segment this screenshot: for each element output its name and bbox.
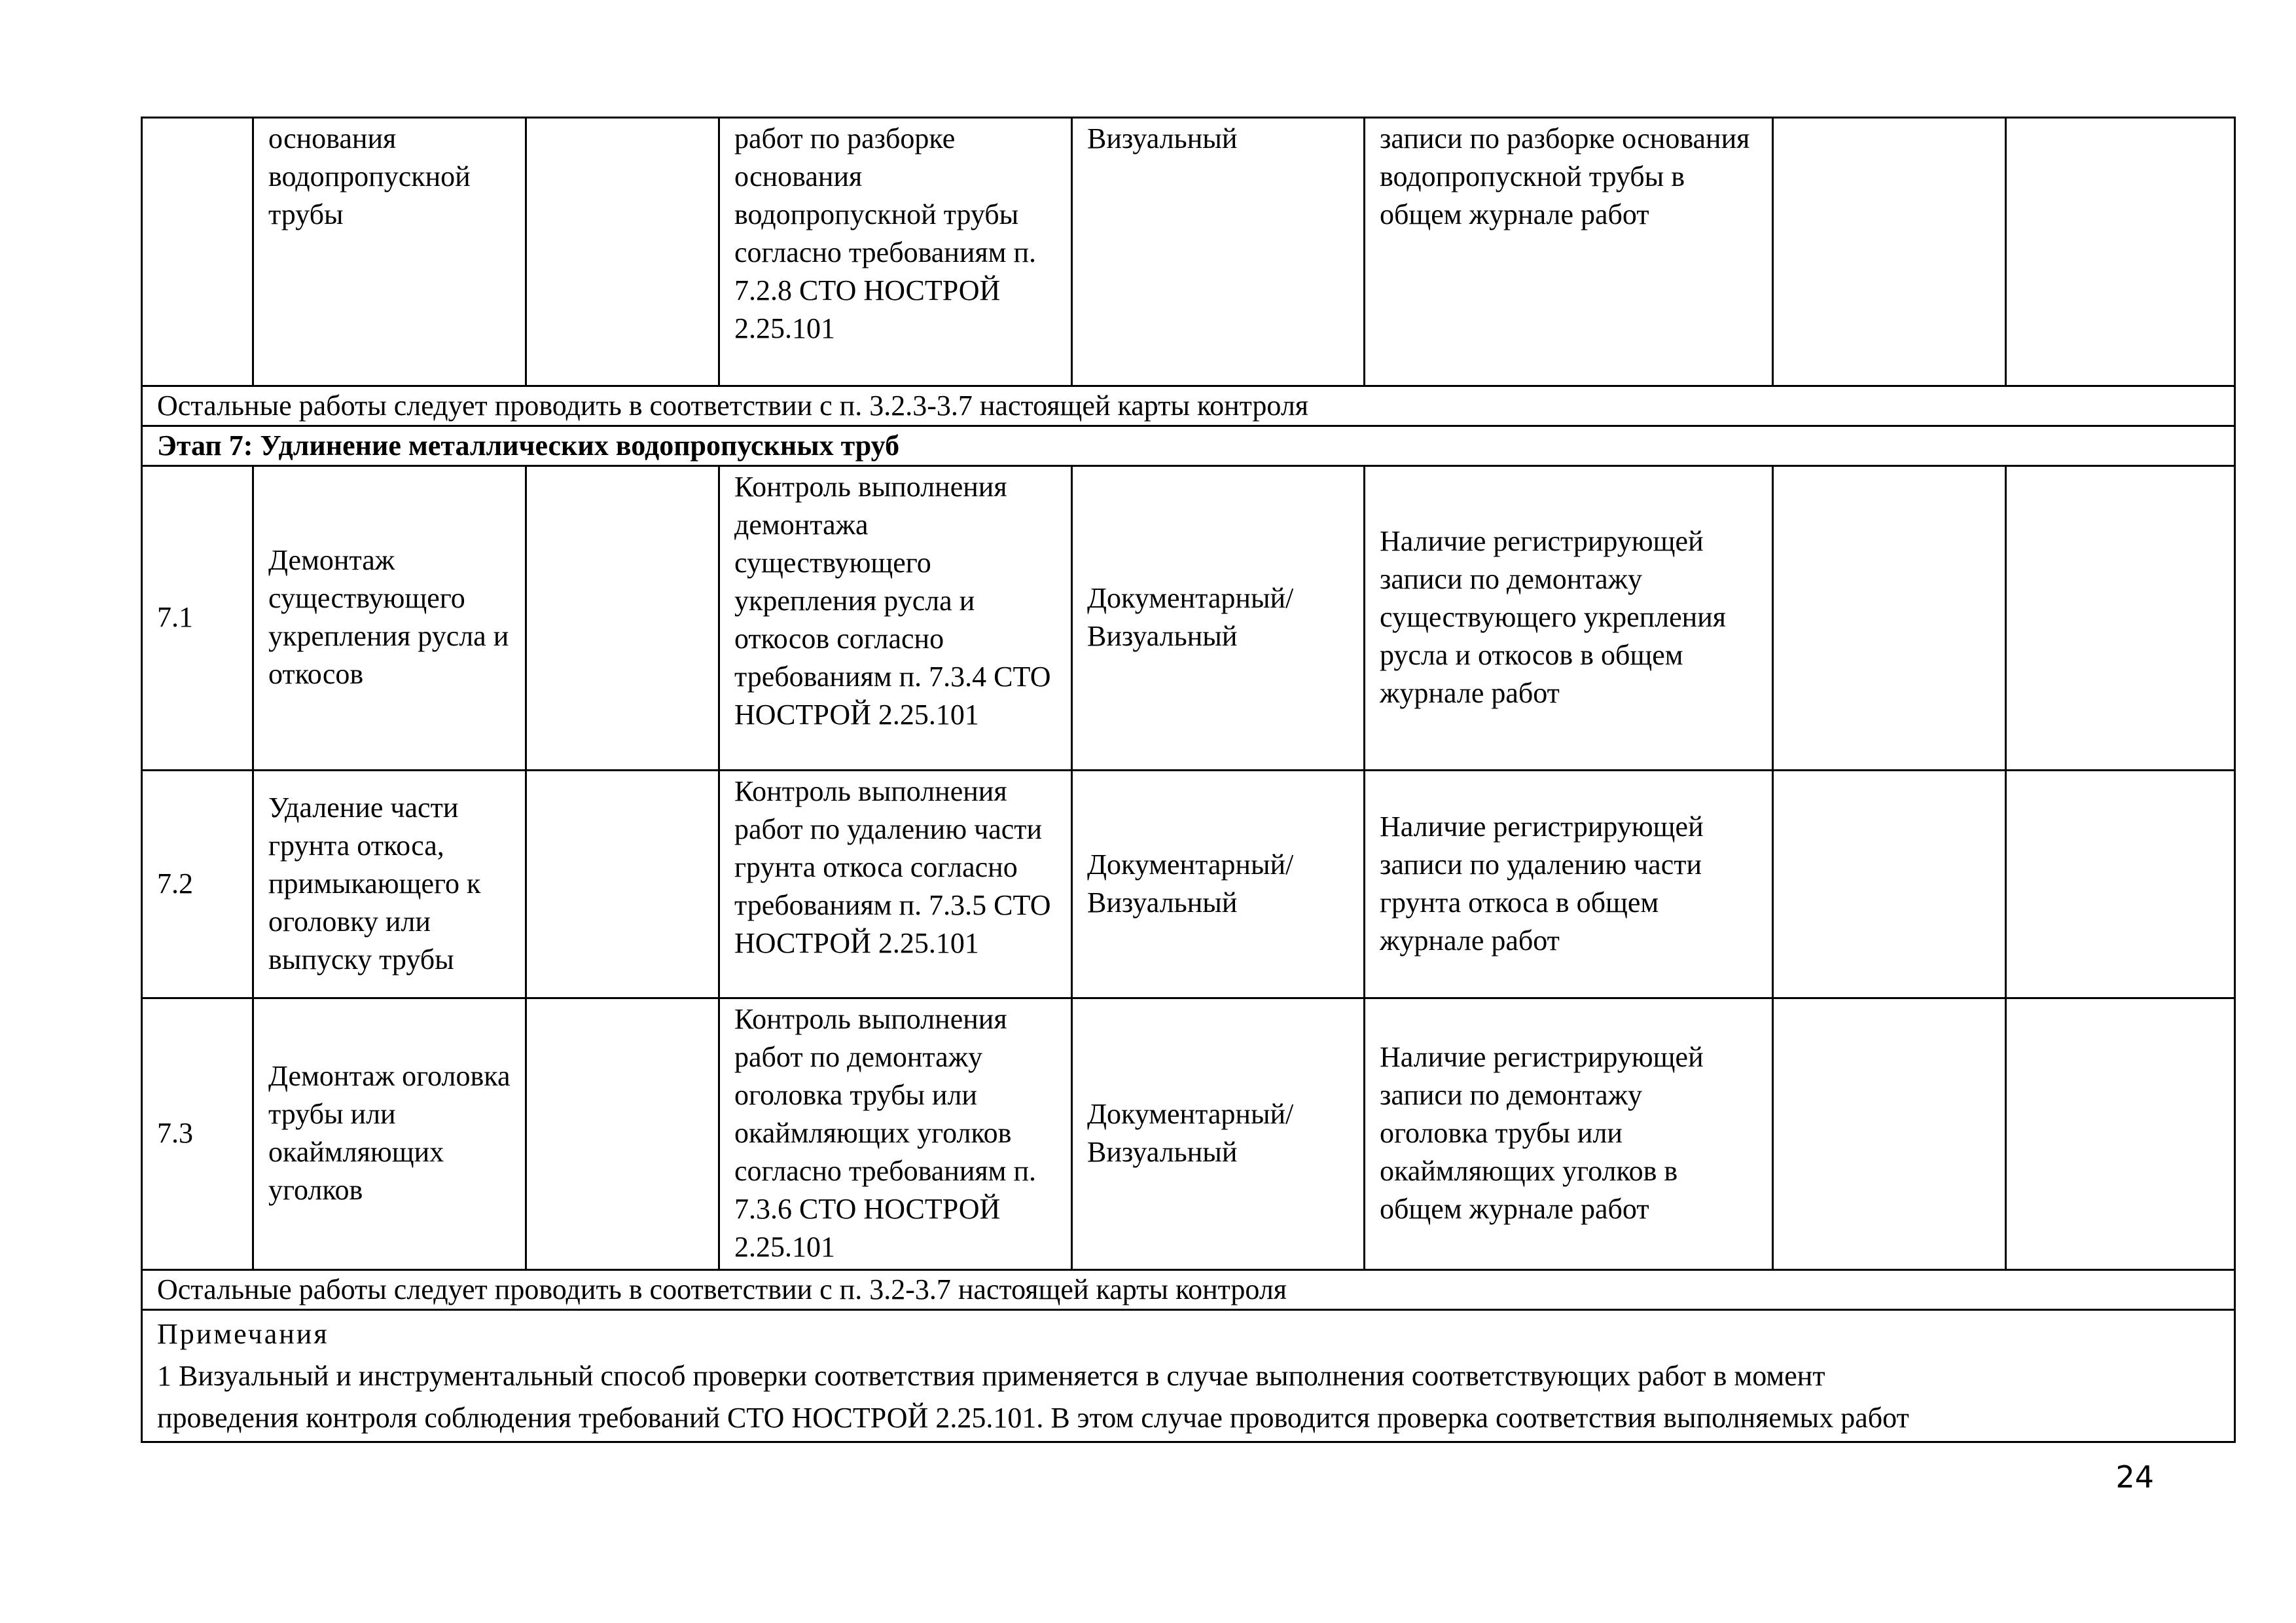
row-number-cell: 7.2 [142,771,253,998]
page-number: 24 [2115,1459,2154,1495]
empty-cell [2006,998,2235,1270]
operation-cell: Удаление части грунта откоса, примыкающего к оголовку или выпуску трубы [253,771,526,998]
row-number-cell [142,118,253,386]
note-line: 1 Визуальный и инструментальный способ проверки соответствия применяется в случае выполнения соответствующих работ в момент [157,1360,1825,1392]
operation-cell: Демонтаж существующего укрепления русла и откосов [253,466,526,771]
table-row [142,1270,2235,1310]
table-row [142,386,2235,426]
empty-cell [526,118,719,386]
row-number-cell: 7.3 [142,998,253,1270]
document-cell: записи по разборке основания водопропускной трубы в общем журнале работ [1365,118,1773,386]
control-map-table [141,117,2236,1443]
method-cell: Документарный/ Визуальный [1072,466,1365,771]
empty-cell [526,466,719,771]
empty-cell [1773,118,2006,386]
remaining-works-note: Остальные работы следует проводить в соответствии с п. 3.2.3-3.7 настоящей карты контроля [142,386,2235,426]
control-cell: Контроль выполнения демонтажа существующего укрепления русла и откосов согласно требованиям п. 7.3.4 СТО НОСТРОЙ 2.25.101 [719,466,1072,771]
document-cell: Наличие регистрирующей записи по демонтажу существующего укрепления русла и откосов в общем журнале работ [1365,466,1773,771]
row-number-cell: 7.1 [142,466,253,771]
method-cell: Документарный/ Визуальный [1072,998,1365,1270]
empty-cell [2006,466,2235,771]
stage-title: Этап 7: Удлинение металлических водопропускных труб [142,426,2235,466]
method-cell: Визуальный [1072,118,1365,386]
document-cell: Наличие регистрирующей записи по демонтажу оголовка трубы или окаймляющих уголков в общем журнале работ [1365,998,1773,1270]
empty-cell [1773,771,2006,998]
empty-cell [526,771,719,998]
operation-cell: Демонтаж оголовка трубы или окаймляющих уголков [253,998,526,1270]
control-cell: работ по разборке основания водопропускной трубы согласно требованиям п. 7.2.8 СТО НОСТРОЙ 2.25.101 [719,118,1072,386]
table-row [142,426,2235,466]
operation-cell: основания водопропускной трубы [253,118,526,386]
table-row [142,998,2235,1270]
table-row [142,118,2235,386]
note-line: проведения контроля соблюдения требований СТО НОСТРОЙ 2.25.101. В этом случае проводится проверка соответствия выполняемых работ [157,1402,1909,1434]
notes-cell [142,1310,2235,1442]
empty-cell [2006,118,2235,386]
control-cell: Контроль выполнения работ по удалению части грунта откоса согласно требованиям п. 7.3.5 СТО НОСТРОЙ 2.25.101 [719,771,1072,998]
empty-cell [526,998,719,1270]
document-cell: Наличие регистрирующей записи по удалению части грунта откоса в общем журнале работ [1365,771,1773,998]
table-row [142,1310,2235,1442]
notes-heading: Примечания [157,1318,329,1350]
remaining-works-note: Остальные работы следует проводить в соответствии с п. 3.2-3.7 настоящей карты контроля [142,1270,2235,1310]
method-cell: Документарный/ Визуальный [1072,771,1365,998]
empty-cell [1773,998,2006,1270]
control-cell: Контроль выполнения работ по демонтажу оголовка трубы или окаймляющих уголков согласно требованиям п. 7.3.6 СТО НОСТРОЙ 2.25.101 [719,998,1072,1270]
empty-cell [2006,771,2235,998]
table-row [142,466,2235,771]
empty-cell [1773,466,2006,771]
table-row [142,771,2235,998]
